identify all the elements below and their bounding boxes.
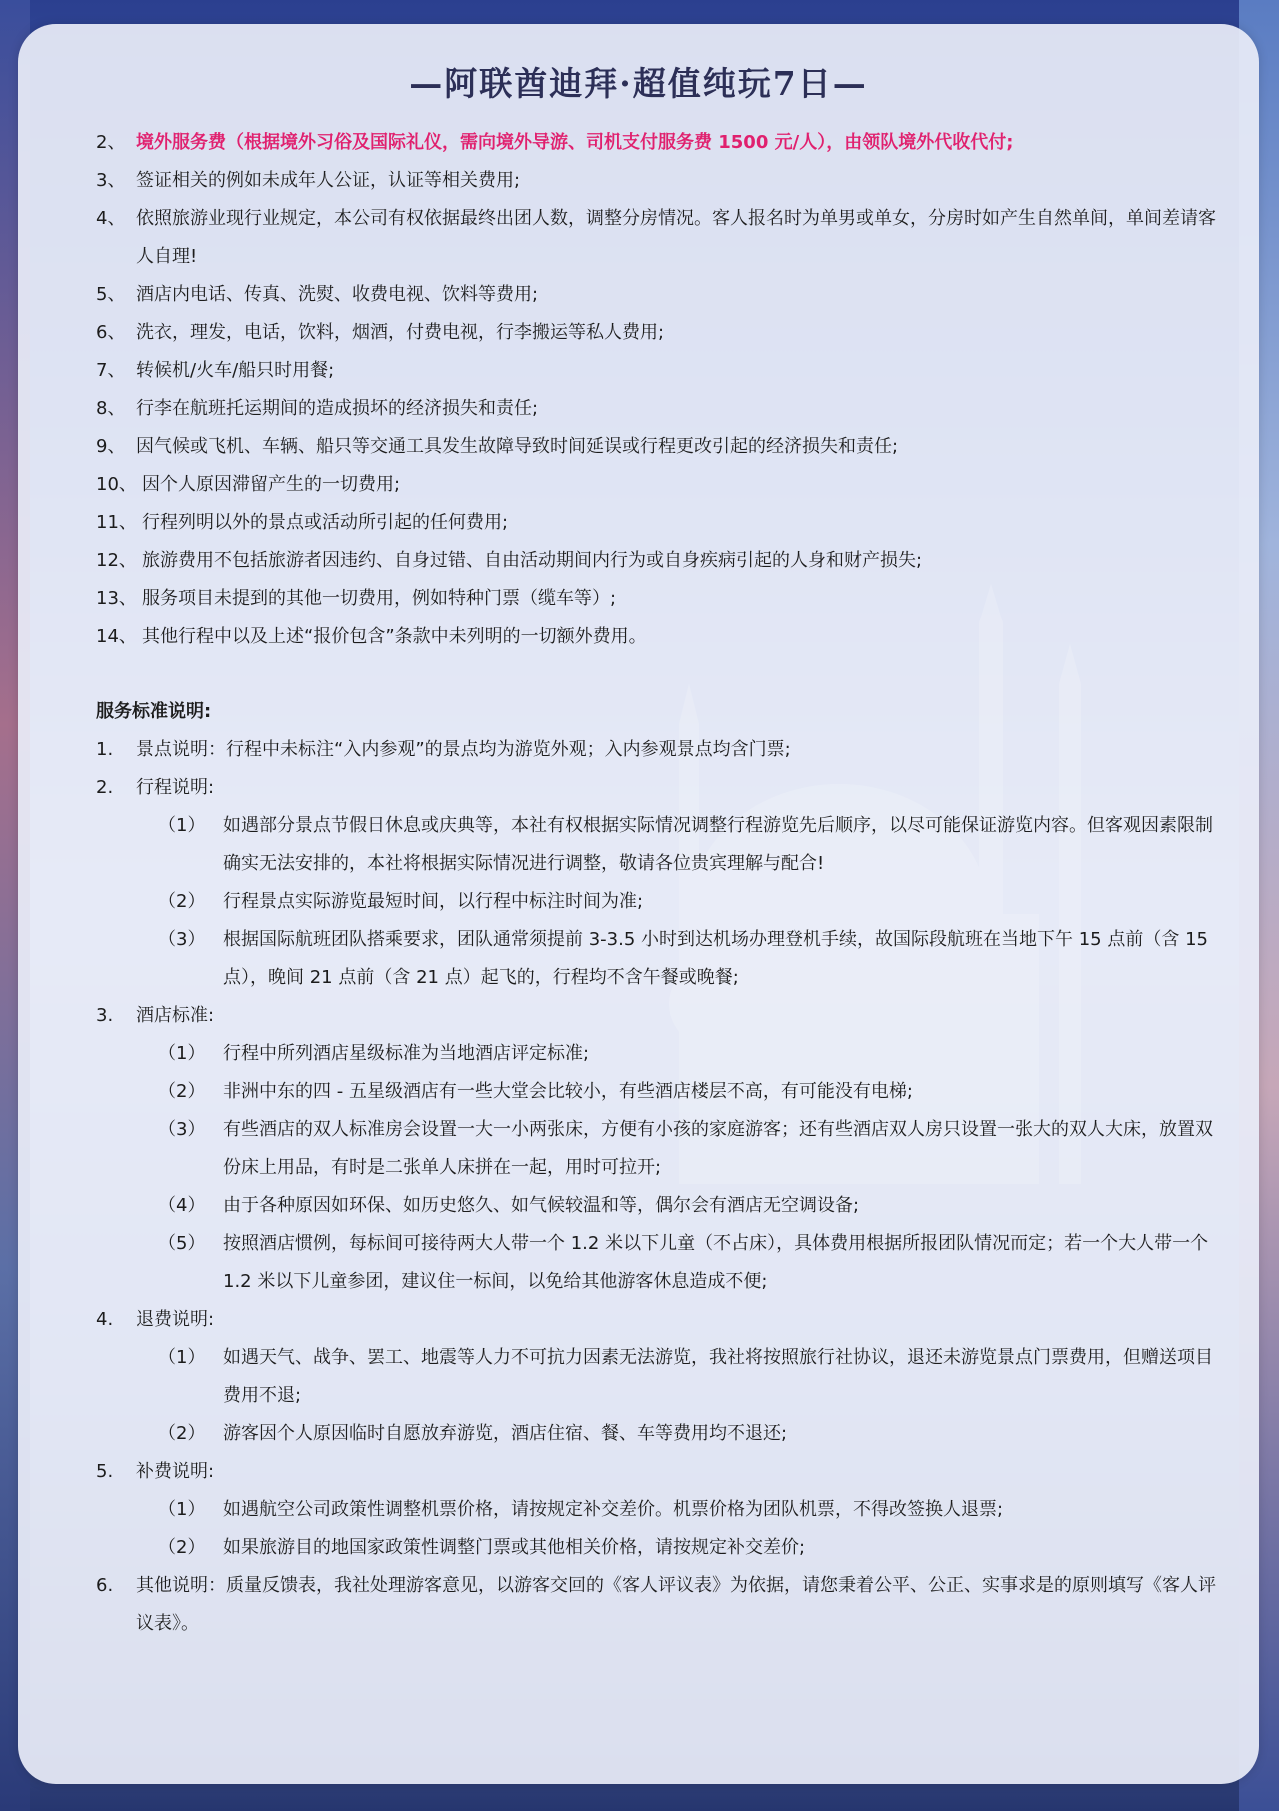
item-text: 转候机/火车/船只时用餐; [136, 360, 335, 381]
sub-item [96, 1073, 1216, 1111]
sub-item-text: 由于各种原因如环保、如历史悠久、如气候较温和等，偶尔会有酒店无空调设备; [223, 1195, 860, 1216]
standard-item [96, 769, 1216, 807]
exclusion-item [96, 200, 1216, 276]
item-text: 依照旅游业现行业规定，本公司有权依据最终出团人数，调整分房情况。客人报名时为单男或单女，分房时如产生自然单间，单间差请客人自理! [136, 208, 1216, 267]
sub-item-number: （1） [158, 1347, 206, 1368]
sub-item [96, 1187, 1216, 1225]
sub-item-text: 如遇航空公司政策性调整机票价格，请按规定补交差价。机票价格为团队机票，不得改签换人退票; [223, 1499, 1004, 1520]
sub-item [96, 807, 1216, 883]
item-number: 9、 [96, 436, 126, 457]
exclusion-item [96, 542, 1216, 580]
sub-item-number: （1） [158, 815, 206, 836]
exclusion-item [96, 276, 1216, 314]
page-title: —阿联酋迪拜·超值纯玩7日— [409, 64, 868, 103]
item-text: 服务项目未提到的其他一切费用，例如特种门票（缆车等）; [142, 588, 617, 609]
item-text: 景点说明：行程中未标注“入内参观”的景点均为游览外观；入内参观景点均含门票; [136, 739, 791, 760]
exclusion-item [96, 618, 1216, 656]
sub-item-number: （1） [158, 1043, 206, 1064]
sub-item [96, 1415, 1216, 1453]
item-number: 2、 [96, 132, 126, 153]
standard-item [96, 1567, 1216, 1643]
standard-item [96, 731, 1216, 769]
item-text: 其他行程中以及上述“报价包含”条款中未列明的一切额外费用。 [142, 626, 647, 647]
sub-item-text: 行程景点实际游览最短时间，以行程中标注时间为准; [223, 891, 644, 912]
item-number: 13、 [96, 588, 137, 609]
item-text: 行李在航班托运期间的造成损坏的经济损失和责任; [136, 398, 539, 419]
exclusion-item [96, 352, 1216, 390]
item-number: 3. [96, 1005, 114, 1026]
sub-item [96, 921, 1216, 997]
item-text: 行程说明: [136, 777, 215, 798]
sub-item [96, 1225, 1216, 1301]
item-text: 其他说明：质量反馈表，我社处理游客意见，以游客交回的《客人评议表》为依据，请您秉着公平、公正、实事求是的原则填写《客人评议表》。 [136, 1575, 1216, 1634]
sub-item-number: （3） [158, 929, 206, 950]
sub-item-text: 游客因个人原因临时自愿放弃游览，酒店住宿、餐、车等费用均不退还; [223, 1423, 788, 1444]
document-body [96, 124, 1216, 1643]
sub-item [96, 1111, 1216, 1187]
item-number: 11、 [96, 512, 137, 533]
sub-item-text: 如遇天气、战争、罢工、地震等人力不可抗力因素无法游览，我社将按照旅行社协议，退还未游览景点门票费用，但赠送项目费用不退; [223, 1347, 1213, 1406]
content-card [18, 24, 1259, 1784]
standard-item [96, 1301, 1216, 1339]
item-number: 12、 [96, 550, 137, 571]
sub-item-number: （3） [158, 1119, 206, 1140]
item-number: 4、 [96, 208, 126, 229]
item-text-highlighted: 境外服务费（根据境外习俗及国际礼仪，需向境外导游、司机支付服务费 1500 元/人），由领队境外代收代付; [136, 132, 1014, 153]
sub-item-number: （5） [158, 1233, 206, 1254]
item-text: 签证相关的例如未成年人公证，认证等相关费用; [136, 170, 521, 191]
exclusion-item [96, 580, 1216, 618]
item-number: 1. [96, 739, 114, 760]
sub-item-text: 根据国际航班团队搭乘要求，团队通常须提前 3-3.5 小时到达机场办理登机手续，故国际段航班在当地下午 15 点前（含 15 点），晚间 21 点前（含 21 点）起飞的，行程均不含午餐或晚餐; [223, 929, 1208, 988]
exclusion-item [96, 466, 1216, 504]
exclusion-item [96, 314, 1216, 352]
sub-item-number: （2） [158, 1537, 206, 1558]
sub-item [96, 1491, 1216, 1529]
sub-item-number: （2） [158, 1081, 206, 1102]
sub-item-number: （4） [158, 1195, 206, 1216]
section-heading: 服务标准说明: [96, 701, 212, 722]
item-text: 补费说明: [136, 1461, 215, 1482]
sub-item-number: （2） [158, 1423, 206, 1444]
item-text: 旅游费用不包括旅游者因违约、自身过错、自由活动期间内行为或自身疾病引起的人身和财产损失; [142, 550, 923, 571]
item-number: 5. [96, 1461, 114, 1482]
exclusion-item [96, 504, 1216, 542]
sub-item-number: （1） [158, 1499, 206, 1520]
item-number: 3、 [96, 170, 126, 191]
item-number: 10、 [96, 474, 137, 495]
item-number: 5、 [96, 284, 126, 305]
sub-item-text: 行程中所列酒店星级标准为当地酒店评定标准; [223, 1043, 590, 1064]
exclusion-item [96, 162, 1216, 200]
standard-item [96, 997, 1216, 1035]
item-number: 14、 [96, 626, 137, 647]
item-number: 4. [96, 1309, 114, 1330]
item-number: 7、 [96, 360, 126, 381]
sub-item-text: 按照酒店惯例，每标间可接待两大人带一个 1.2 米以下儿童（不占床），具体费用根据所报团队情况而定；若一个大人带一个 1.2 米以下儿童参团，建议住一标间，以免给其他游客休息造成不便; [223, 1233, 1209, 1292]
sub-item-number: （2） [158, 891, 206, 912]
standard-item [96, 1453, 1216, 1491]
sub-item-text: 非洲中东的四 - 五星级酒店有一些大堂会比较小，有些酒店楼层不高，有可能没有电梯; [223, 1081, 913, 1102]
sub-item-text: 有些酒店的双人标准房会设置一大一小两张床，方便有小孩的家庭游客；还有些酒店双人房只设置一张大的双人大床，放置双份床上用品，有时是二张单人床拼在一起，用时可拉开; [223, 1119, 1213, 1178]
item-text: 行程列明以外的景点或活动所引起的任何费用; [142, 512, 509, 533]
sub-item-text: 如果旅游目的地国家政策性调整门票或其他相关价格，请按规定补交差价; [223, 1537, 806, 1558]
item-text: 因气候或飞机、车辆、船只等交通工具发生故障导致时间延误或行程更改引起的经济损失和责任; [136, 436, 899, 457]
exclusion-item [96, 390, 1216, 428]
item-number: 8、 [96, 398, 126, 419]
exclusion-item [96, 428, 1216, 466]
exclusion-item [96, 124, 1216, 162]
sub-item-text: 如遇部分景点节假日休息或庆典等，本社有权根据实际情况调整行程游览先后顺序，以尽可能保证游览内容。但客观因素限制确实无法安排的，本社将根据实际情况进行调整，敬请各位贵宾理解与配合! [223, 815, 1213, 874]
item-text: 退费说明: [136, 1309, 215, 1330]
sub-item [96, 883, 1216, 921]
item-number: 6、 [96, 322, 126, 343]
sub-item [96, 1529, 1216, 1567]
sub-item [96, 1035, 1216, 1073]
item-text: 酒店内电话、传真、洗熨、收费电视、饮料等费用; [136, 284, 539, 305]
item-text: 洗衣，理发，电话，饮料，烟酒，付费电视，行李搬运等私人费用; [136, 322, 665, 343]
sub-item [96, 1339, 1216, 1415]
item-number: 6. [96, 1575, 114, 1596]
item-text: 酒店标准: [136, 1005, 215, 1026]
item-text: 因个人原因滞留产生的一切费用; [142, 474, 401, 495]
item-number: 2. [96, 777, 114, 798]
